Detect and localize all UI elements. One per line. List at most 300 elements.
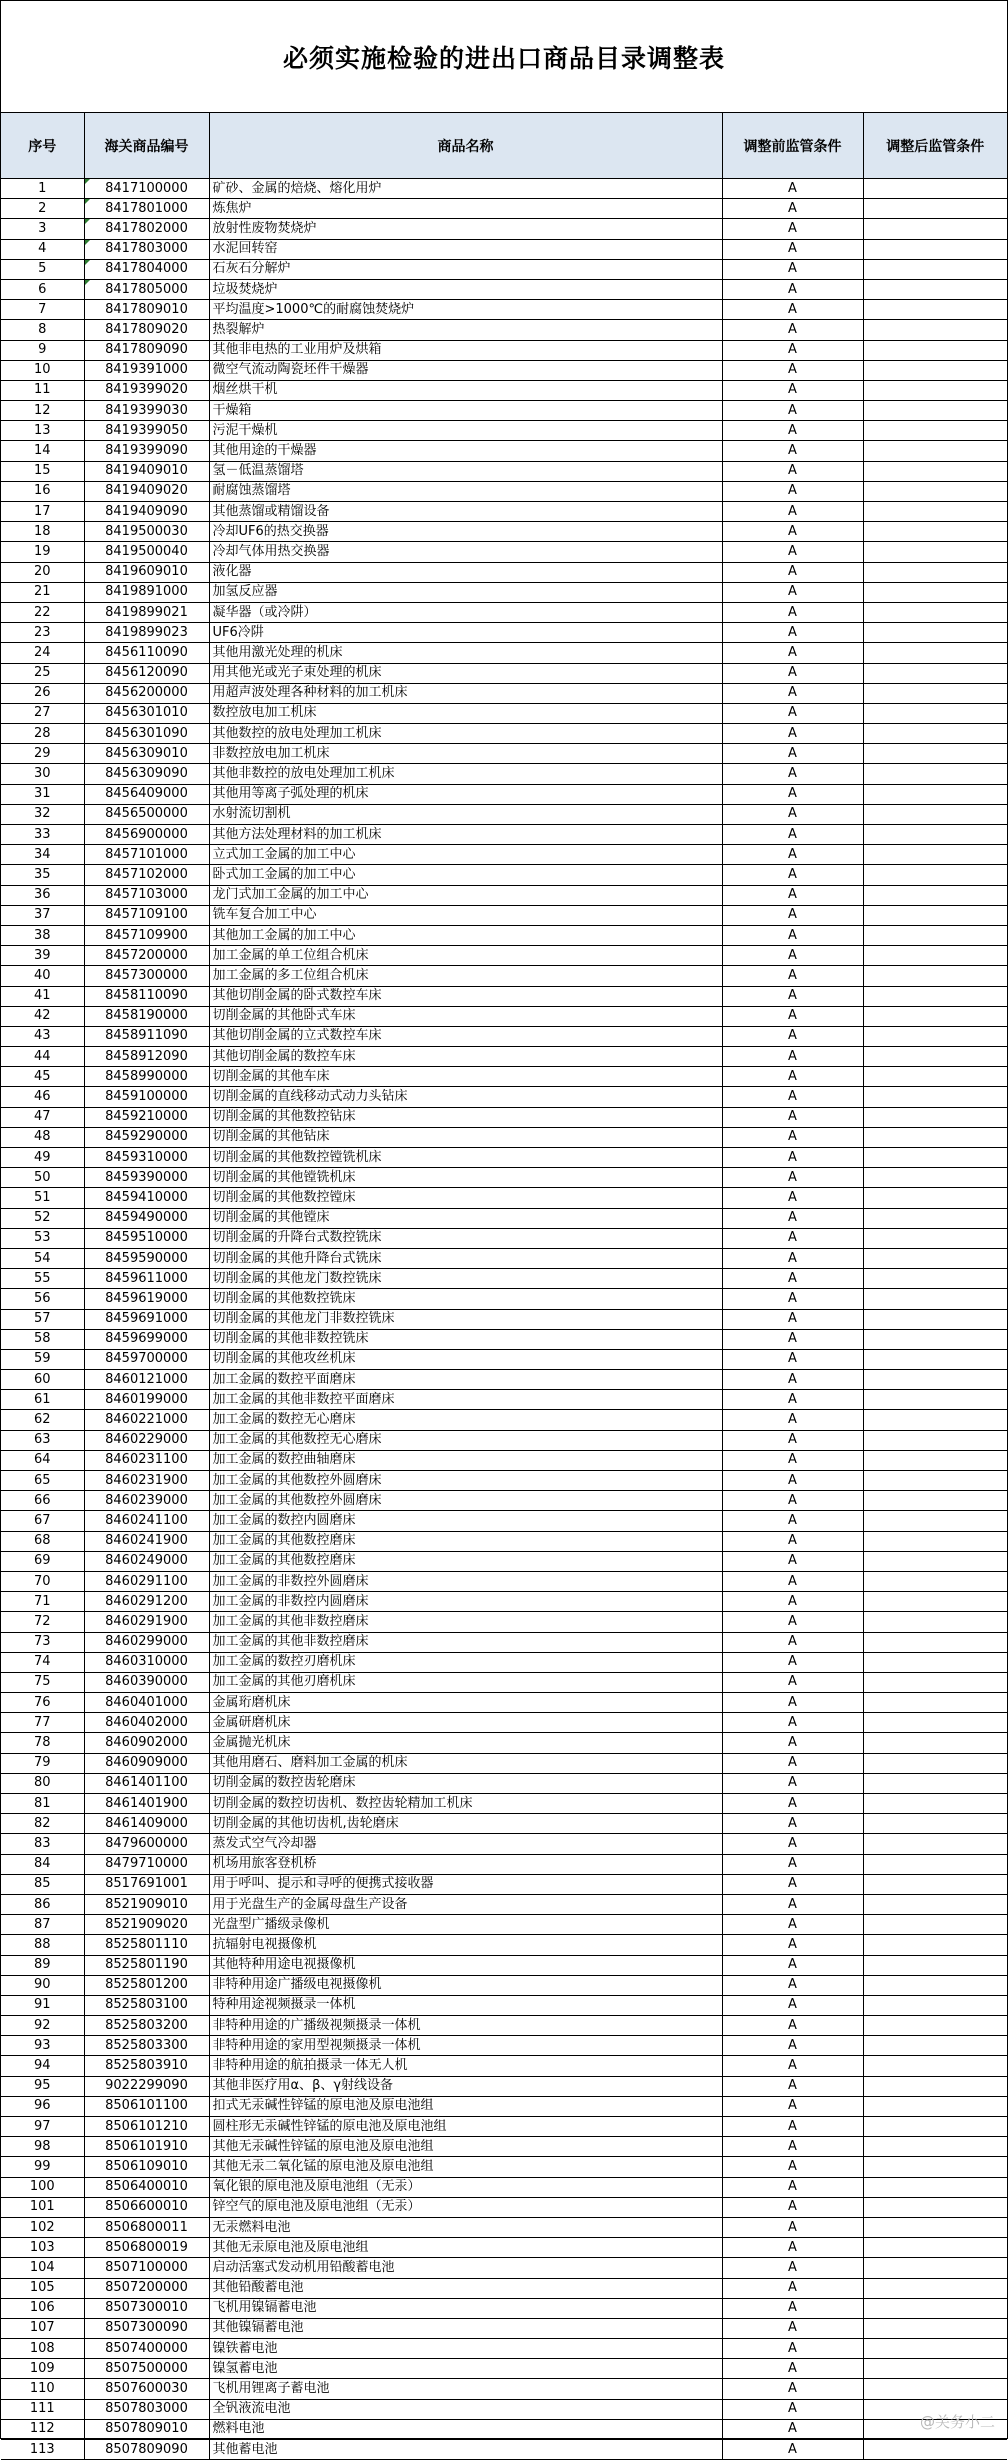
- row-name: 耐腐蚀蒸馏塔: [209, 481, 722, 501]
- table-row: [1, 825, 1007, 845]
- row-seq: 84: [1, 1854, 84, 1874]
- row-seq: 37: [1, 905, 84, 925]
- row-seq: 88: [1, 1935, 84, 1955]
- table-row: [1, 724, 1007, 744]
- row-seq: 11: [1, 380, 84, 400]
- row-after: [863, 179, 1007, 199]
- row-after: [863, 724, 1007, 744]
- row-seq: 5: [1, 259, 84, 279]
- row-after: [863, 562, 1007, 582]
- row-seq: 106: [1, 2298, 84, 2318]
- table-row: [1, 1168, 1007, 1188]
- row-before: A: [722, 340, 863, 360]
- row-seq: 1: [1, 179, 84, 199]
- table-row: [1, 2238, 1007, 2258]
- row-after: [863, 380, 1007, 400]
- row-before: A: [722, 2117, 863, 2137]
- row-seq: 112: [1, 2419, 84, 2439]
- table-row: [1, 2359, 1007, 2379]
- row-after: [863, 744, 1007, 764]
- table-row: [1, 1471, 1007, 1491]
- row-code: 8459510000: [84, 1228, 209, 1248]
- table-row: [1, 764, 1007, 784]
- row-after: [863, 1713, 1007, 1733]
- row-after: [863, 1026, 1007, 1046]
- table-row: [1, 1713, 1007, 1733]
- row-before: A: [722, 1854, 863, 1874]
- row-name: 数控放电加工机床: [209, 703, 722, 723]
- row-after: [863, 582, 1007, 602]
- row-after: [863, 784, 1007, 804]
- row-before: A: [722, 1087, 863, 1107]
- row-name: 切削金属的其他龙门数控铣床: [209, 1269, 722, 1289]
- row-name: 其他蓄电池: [209, 2440, 722, 2460]
- row-code: 8521909010: [84, 1894, 209, 1914]
- row-seq: 48: [1, 1127, 84, 1147]
- row-after: [863, 1531, 1007, 1551]
- row-code: 8460291100: [84, 1571, 209, 1591]
- row-before: A: [722, 1107, 863, 1127]
- row-before: A: [722, 1329, 863, 1349]
- row-after: [863, 1773, 1007, 1793]
- row-before: A: [722, 380, 863, 400]
- row-seq: 26: [1, 683, 84, 703]
- row-after: [863, 1491, 1007, 1511]
- row-name: 垃圾焚烧炉: [209, 279, 722, 299]
- row-code: 8521909020: [84, 1915, 209, 1935]
- row-before: A: [722, 1168, 863, 1188]
- row-seq: 9: [1, 340, 84, 360]
- row-code: 8419409020: [84, 481, 209, 501]
- row-code: 8461409000: [84, 1814, 209, 1834]
- row-before: A: [722, 845, 863, 865]
- table-row: [1, 1531, 1007, 1551]
- row-before: A: [722, 461, 863, 481]
- row-after: [863, 1349, 1007, 1369]
- row-seq: 10: [1, 360, 84, 380]
- row-after: [863, 300, 1007, 320]
- row-before: A: [722, 1915, 863, 1935]
- row-after: [863, 1854, 1007, 1874]
- row-before: A: [722, 946, 863, 966]
- table-row: [1, 1672, 1007, 1692]
- row-before: A: [722, 885, 863, 905]
- row-code: 8507300090: [84, 2318, 209, 2338]
- row-name: 加工金属的其他刃磨机床: [209, 1672, 722, 1692]
- row-name: 燃料电池: [209, 2419, 722, 2439]
- row-name: 加工金属的其他数控无心磨床: [209, 1430, 722, 1450]
- row-before: A: [722, 623, 863, 643]
- row-seq: 105: [1, 2278, 84, 2298]
- row-before: A: [722, 1975, 863, 1995]
- row-before: A: [722, 1491, 863, 1511]
- row-seq: 70: [1, 1571, 84, 1591]
- row-seq: 95: [1, 2076, 84, 2096]
- row-seq: 24: [1, 643, 84, 663]
- row-name: 其他铅酸蓄电池: [209, 2278, 722, 2298]
- table-row: [1, 1874, 1007, 1894]
- row-before: A: [722, 1067, 863, 1087]
- table-row: [1, 219, 1007, 239]
- row-after: [863, 1955, 1007, 1975]
- row-name: 干燥箱: [209, 401, 722, 421]
- header-before: 调整前监管条件: [722, 113, 863, 179]
- header-name: 商品名称: [209, 113, 722, 179]
- row-name: 加工金属的其他数控磨床: [209, 1531, 722, 1551]
- table-row: [1, 522, 1007, 542]
- row-after: [863, 2117, 1007, 2137]
- table-row: [1, 2177, 1007, 2197]
- table-row: [1, 2440, 1007, 2460]
- row-seq: 73: [1, 1632, 84, 1652]
- row-name: 烟丝烘干机: [209, 380, 722, 400]
- header-seq: 序号: [1, 113, 84, 179]
- row-seq: 89: [1, 1955, 84, 1975]
- row-before: A: [722, 1349, 863, 1369]
- row-after: [863, 1148, 1007, 1168]
- row-code: 8459691000: [84, 1309, 209, 1329]
- row-before: A: [722, 239, 863, 259]
- row-name: 切削金属的其他数控镗铣机床: [209, 1148, 722, 1168]
- table-row: [1, 279, 1007, 299]
- row-after: [863, 1592, 1007, 1612]
- table-row: [1, 461, 1007, 481]
- row-code: 8506800011: [84, 2217, 209, 2237]
- table-row: [1, 1289, 1007, 1309]
- row-code: 8460909000: [84, 1753, 209, 1773]
- row-after: [863, 1975, 1007, 1995]
- row-code: 8461401100: [84, 1773, 209, 1793]
- row-code: 8460401000: [84, 1693, 209, 1713]
- row-code: 8459310000: [84, 1148, 209, 1168]
- table-row: [1, 925, 1007, 945]
- table-row: [1, 2076, 1007, 2096]
- row-after: [863, 663, 1007, 683]
- row-after: [863, 1309, 1007, 1329]
- row-code: 8461401900: [84, 1794, 209, 1814]
- row-name: 冷却UF6的热交换器: [209, 522, 722, 542]
- row-after: [863, 1753, 1007, 1773]
- row-seq: 39: [1, 946, 84, 966]
- row-after: [863, 2177, 1007, 2197]
- row-before: A: [722, 1773, 863, 1793]
- table-row: [1, 1349, 1007, 1369]
- row-before: A: [722, 1612, 863, 1632]
- row-before: A: [722, 703, 863, 723]
- table-row: [1, 1491, 1007, 1511]
- row-before: A: [722, 2440, 863, 2460]
- row-seq: 59: [1, 1349, 84, 1369]
- table-row: [1, 259, 1007, 279]
- table-row: [1, 320, 1007, 340]
- table-row: [1, 441, 1007, 461]
- row-name: 切削金属的其他卧式车床: [209, 1006, 722, 1026]
- row-after: [863, 1915, 1007, 1935]
- row-before: A: [722, 502, 863, 522]
- table-row: [1, 2318, 1007, 2338]
- row-before: A: [722, 1188, 863, 1208]
- row-before: A: [722, 1874, 863, 1894]
- table-row: [1, 2379, 1007, 2399]
- code-text: 8417100000: [105, 180, 188, 196]
- row-code: [84, 239, 209, 259]
- row-code: 8419891000: [84, 582, 209, 602]
- row-after: [863, 2278, 1007, 2298]
- row-code: [84, 279, 209, 299]
- table-row: [1, 1935, 1007, 1955]
- row-after: [863, 623, 1007, 643]
- row-name: 切削金属的其他数控钻床: [209, 1107, 722, 1127]
- table-body: [1, 179, 1007, 2460]
- table-row: [1, 380, 1007, 400]
- row-before: A: [722, 522, 863, 542]
- row-code: 8458911090: [84, 1026, 209, 1046]
- row-name: 液化器: [209, 562, 722, 582]
- table-row: [1, 1794, 1007, 1814]
- row-code: 8507500000: [84, 2359, 209, 2379]
- row-before: A: [722, 1894, 863, 1914]
- row-name: 炼焦炉: [209, 199, 722, 219]
- code-text: 8417803000: [105, 241, 188, 257]
- table-row: [1, 1834, 1007, 1854]
- row-after: [863, 804, 1007, 824]
- row-name: 加工金属的数控刃磨机床: [209, 1652, 722, 1672]
- row-seq: 54: [1, 1248, 84, 1268]
- row-name: 水泥回转窑: [209, 239, 722, 259]
- table-row: [1, 2298, 1007, 2318]
- row-seq: 75: [1, 1672, 84, 1692]
- row-name: 加工金属的其他数控磨床: [209, 1551, 722, 1571]
- row-code: 8517691001: [84, 1874, 209, 1894]
- row-seq: 104: [1, 2258, 84, 2278]
- row-after: [863, 905, 1007, 925]
- row-code: 8419899023: [84, 623, 209, 643]
- row-after: [863, 683, 1007, 703]
- row-after: [863, 2036, 1007, 2056]
- row-code: 8456110090: [84, 643, 209, 663]
- row-before: A: [722, 542, 863, 562]
- table-row: [1, 1854, 1007, 1874]
- table-row: [1, 1107, 1007, 1127]
- row-before: A: [722, 2036, 863, 2056]
- row-before: A: [722, 1289, 863, 1309]
- row-code: 8459611000: [84, 1269, 209, 1289]
- row-seq: 23: [1, 623, 84, 643]
- table-row: [1, 2258, 1007, 2278]
- row-seq: 77: [1, 1713, 84, 1733]
- row-name: 加工金属的数控曲轴磨床: [209, 1450, 722, 1470]
- row-name: 其他切削金属的立式数控车床: [209, 1026, 722, 1046]
- row-before: A: [722, 1006, 863, 1026]
- table-row: [1, 1410, 1007, 1430]
- table-row: [1, 1571, 1007, 1591]
- row-name: 切削金属的数控齿轮磨床: [209, 1773, 722, 1793]
- row-after: [863, 2339, 1007, 2359]
- row-after: [863, 764, 1007, 784]
- row-before: A: [722, 259, 863, 279]
- row-name: 切削金属的其他镗床: [209, 1208, 722, 1228]
- row-before: A: [722, 441, 863, 461]
- row-before: A: [722, 1309, 863, 1329]
- row-name: 飞机用锂离子蓄电池: [209, 2379, 722, 2399]
- row-after: [863, 441, 1007, 461]
- row-after: [863, 1551, 1007, 1571]
- table-row: [1, 2056, 1007, 2076]
- row-before: A: [722, 1127, 863, 1147]
- row-seq: 34: [1, 845, 84, 865]
- row-seq: 101: [1, 2197, 84, 2217]
- row-code: 8460241100: [84, 1511, 209, 1531]
- row-code: [84, 219, 209, 239]
- row-seq: 43: [1, 1026, 84, 1046]
- row-before: A: [722, 1511, 863, 1531]
- row-name: 加工金属的非数控内圆磨床: [209, 1592, 722, 1612]
- row-after: [863, 1672, 1007, 1692]
- row-name: 放射性废物焚烧炉: [209, 219, 722, 239]
- row-name: 其他无汞原电池及原电池组: [209, 2238, 722, 2258]
- row-before: A: [722, 2217, 863, 2237]
- table-row: [1, 1592, 1007, 1612]
- row-code: 8459590000: [84, 1248, 209, 1268]
- row-seq: 79: [1, 1753, 84, 1773]
- row-name: 非数控放电加工机床: [209, 744, 722, 764]
- table-row: [1, 1430, 1007, 1450]
- row-name: 特种用途视频摄录一体机: [209, 1995, 722, 2015]
- row-before: A: [722, 1026, 863, 1046]
- row-before: A: [722, 2379, 863, 2399]
- row-seq: 86: [1, 1894, 84, 1914]
- row-name: 加工金属的数控平面磨床: [209, 1370, 722, 1390]
- row-before: A: [722, 683, 863, 703]
- row-code: 8456309090: [84, 764, 209, 784]
- table-row: [1, 340, 1007, 360]
- row-before: A: [722, 2258, 863, 2278]
- row-code: 8506800019: [84, 2238, 209, 2258]
- row-after: [863, 199, 1007, 219]
- row-before: A: [722, 2137, 863, 2157]
- row-before: A: [722, 320, 863, 340]
- row-name: 加工金属的非数控外圆磨床: [209, 1571, 722, 1591]
- row-seq: 93: [1, 2036, 84, 2056]
- row-code: 8419399020: [84, 380, 209, 400]
- row-after: [863, 845, 1007, 865]
- row-before: A: [722, 279, 863, 299]
- row-code: 8419399050: [84, 421, 209, 441]
- table-row: [1, 1733, 1007, 1753]
- row-seq: 85: [1, 1874, 84, 1894]
- row-code: 8458912090: [84, 1047, 209, 1067]
- row-before: A: [722, 925, 863, 945]
- row-name: 卧式加工金属的加工中心: [209, 865, 722, 885]
- row-after: [863, 703, 1007, 723]
- table-row: [1, 885, 1007, 905]
- row-seq: 21: [1, 582, 84, 602]
- row-code: 8459490000: [84, 1208, 209, 1228]
- row-code: 8419500030: [84, 522, 209, 542]
- row-before: A: [722, 562, 863, 582]
- row-before: A: [722, 2238, 863, 2258]
- row-seq: 71: [1, 1592, 84, 1612]
- row-seq: 42: [1, 1006, 84, 1026]
- row-after: [863, 1269, 1007, 1289]
- table-row: [1, 542, 1007, 562]
- row-name: 其他切削金属的卧式数控车床: [209, 986, 722, 1006]
- row-name: 凝华器（或冷阱）: [209, 602, 722, 622]
- table-row: [1, 179, 1007, 199]
- row-code: 8507809090: [84, 2440, 209, 2460]
- row-code: 8419500040: [84, 542, 209, 562]
- row-name: 微空气流动陶瓷坯件干燥器: [209, 360, 722, 380]
- row-name: 全钒液流电池: [209, 2399, 722, 2419]
- row-code: 8506109010: [84, 2157, 209, 2177]
- table-row: [1, 2399, 1007, 2419]
- row-code: 8457300000: [84, 966, 209, 986]
- row-code: 8525801190: [84, 1955, 209, 1975]
- row-after: [863, 2197, 1007, 2217]
- row-name: 切削金属的其他镗铣机床: [209, 1168, 722, 1188]
- table-row: [1, 2419, 1007, 2439]
- row-after: [863, 259, 1007, 279]
- table-row: [1, 1753, 1007, 1773]
- table-row: [1, 2117, 1007, 2137]
- row-code: 8456900000: [84, 825, 209, 845]
- row-seq: 99: [1, 2157, 84, 2177]
- row-before: A: [722, 2177, 863, 2197]
- table-row: [1, 2137, 1007, 2157]
- row-before: A: [722, 986, 863, 1006]
- row-after: [863, 925, 1007, 945]
- row-name: 无汞燃料电池: [209, 2217, 722, 2237]
- row-code: 8456309010: [84, 744, 209, 764]
- row-code: 8457109100: [84, 905, 209, 925]
- row-after: [863, 865, 1007, 885]
- row-code: 8458990000: [84, 1067, 209, 1087]
- row-after: [863, 2359, 1007, 2379]
- row-after: [863, 2238, 1007, 2258]
- row-after: [863, 643, 1007, 663]
- row-seq: 72: [1, 1612, 84, 1632]
- row-before: A: [722, 1410, 863, 1430]
- row-name: 切削金属的其他车床: [209, 1067, 722, 1087]
- row-code: 8460291900: [84, 1612, 209, 1632]
- row-seq: 27: [1, 703, 84, 723]
- row-name: 锌空气的原电池及原电池组（无汞）: [209, 2197, 722, 2217]
- row-before: A: [722, 2016, 863, 2036]
- row-seq: 7: [1, 300, 84, 320]
- row-code: 8419399090: [84, 441, 209, 461]
- row-name: 加工金属的单工位组合机床: [209, 946, 722, 966]
- row-before: A: [722, 2298, 863, 2318]
- table-row: [1, 2157, 1007, 2177]
- row-code: 8419409090: [84, 502, 209, 522]
- row-before: A: [722, 219, 863, 239]
- table-row: [1, 2016, 1007, 2036]
- row-before: A: [722, 1228, 863, 1248]
- row-after: [863, 2298, 1007, 2318]
- row-before: A: [722, 1632, 863, 1652]
- table-row: [1, 744, 1007, 764]
- row-before: A: [722, 582, 863, 602]
- row-after: [863, 2096, 1007, 2116]
- row-after: [863, 1693, 1007, 1713]
- row-seq: 13: [1, 421, 84, 441]
- row-seq: 60: [1, 1370, 84, 1390]
- row-after: [863, 1087, 1007, 1107]
- row-code: 8459290000: [84, 1127, 209, 1147]
- row-after: [863, 1047, 1007, 1067]
- row-before: A: [722, 179, 863, 199]
- table-row: [1, 683, 1007, 703]
